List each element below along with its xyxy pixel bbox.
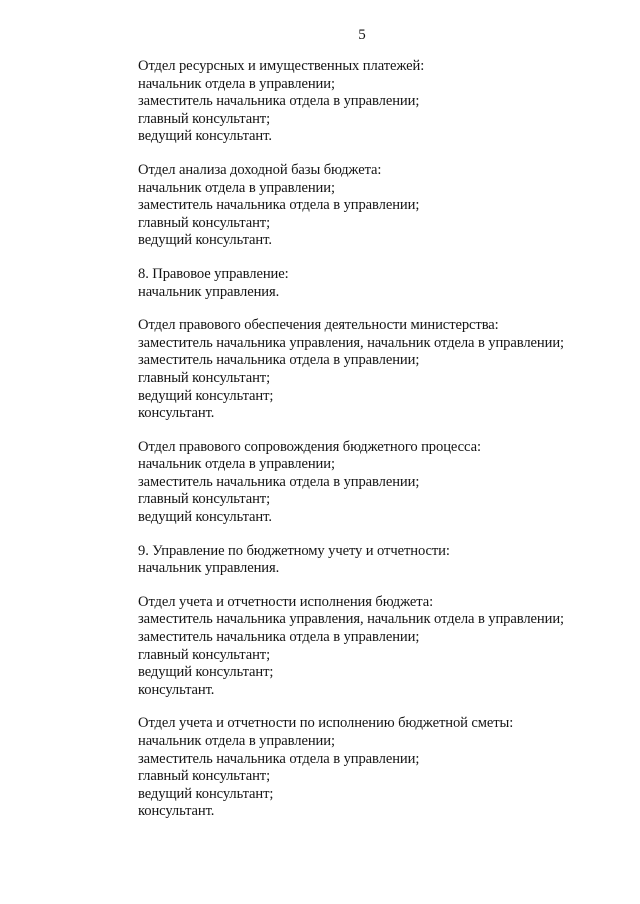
section-resource-property-payments — [138, 58, 633, 146]
position-line: ведущий консультант. — [138, 232, 272, 249]
section-heading: 9. Управление по бюджетному учету и отчетности: — [138, 542, 450, 559]
section-heading: Отдел ресурсных и имущественных платежей: — [138, 58, 425, 74]
section-budget-estimate-accounting — [138, 715, 633, 821]
position-line: ведущий консультант; — [138, 785, 274, 802]
section-budget-accounting-department — [138, 543, 633, 578]
section-heading: Отдел учета и отчетности по исполнению бюджетной сметы: — [138, 715, 514, 732]
section-legal-budget-process — [138, 439, 633, 527]
position-line: заместитель начальника отдела в управлении; — [138, 352, 420, 369]
section-revenue-base-analysis — [138, 162, 633, 250]
position-line: начальник отдела в управлении; — [138, 733, 335, 749]
section-legal-support-ministry — [138, 317, 633, 423]
position-line: начальник управления. — [138, 283, 280, 300]
position-line: начальник отдела в управлении; — [138, 75, 335, 92]
section-heading: Отдел анализа доходной базы бюджета: — [138, 161, 382, 178]
position-line: главный консультант; — [138, 214, 271, 231]
position-line: заместитель начальника управления, начальник отдела в управлении; — [138, 334, 565, 351]
position-line: главный консультант; — [138, 110, 271, 127]
position-line: консультант. — [138, 681, 215, 698]
position-line: главный консультант; — [138, 369, 271, 386]
position-line: главный консультант; — [138, 491, 271, 508]
position-line: ведущий консультант. — [138, 128, 272, 145]
position-line: главный консультант; — [138, 768, 271, 785]
position-line: консультант. — [138, 803, 215, 820]
position-line: консультант. — [138, 405, 215, 422]
position-line: заместитель начальника управления, начальник отдела в управлении; — [138, 611, 565, 628]
position-line: заместитель начальника отдела в управлении; — [138, 750, 420, 767]
position-line: начальник отдела в управлении; — [138, 179, 335, 196]
position-line: главный консультант; — [138, 646, 271, 663]
section-budget-execution-accounting — [138, 594, 633, 700]
position-line: ведущий консультант; — [138, 387, 274, 404]
section-heading: Отдел правового сопровождения бюджетного процесса: — [138, 438, 481, 455]
section-legal-department — [138, 266, 633, 301]
position-line: заместитель начальника отдела в управлении; — [138, 629, 420, 646]
position-line: ведущий консультант. — [138, 509, 272, 526]
position-line: начальник управления. — [138, 560, 280, 577]
section-heading: 8. Правовое управление: — [138, 265, 289, 282]
position-line: заместитель начальника отдела в управлении; — [138, 93, 420, 110]
position-line: заместитель начальника отдела в управлении; — [138, 197, 420, 214]
section-heading: Отдел правового обеспечения деятельности министерства: — [138, 317, 499, 334]
position-line: ведущий консультант; — [138, 664, 274, 681]
position-line: заместитель начальника отдела в управлении; — [138, 473, 420, 490]
document-body — [138, 58, 633, 837]
section-heading: Отдел учета и отчетности исполнения бюджета: — [138, 593, 434, 610]
page-number: 5 — [358, 27, 366, 43]
position-line: начальник отдела в управлении; — [138, 456, 335, 473]
